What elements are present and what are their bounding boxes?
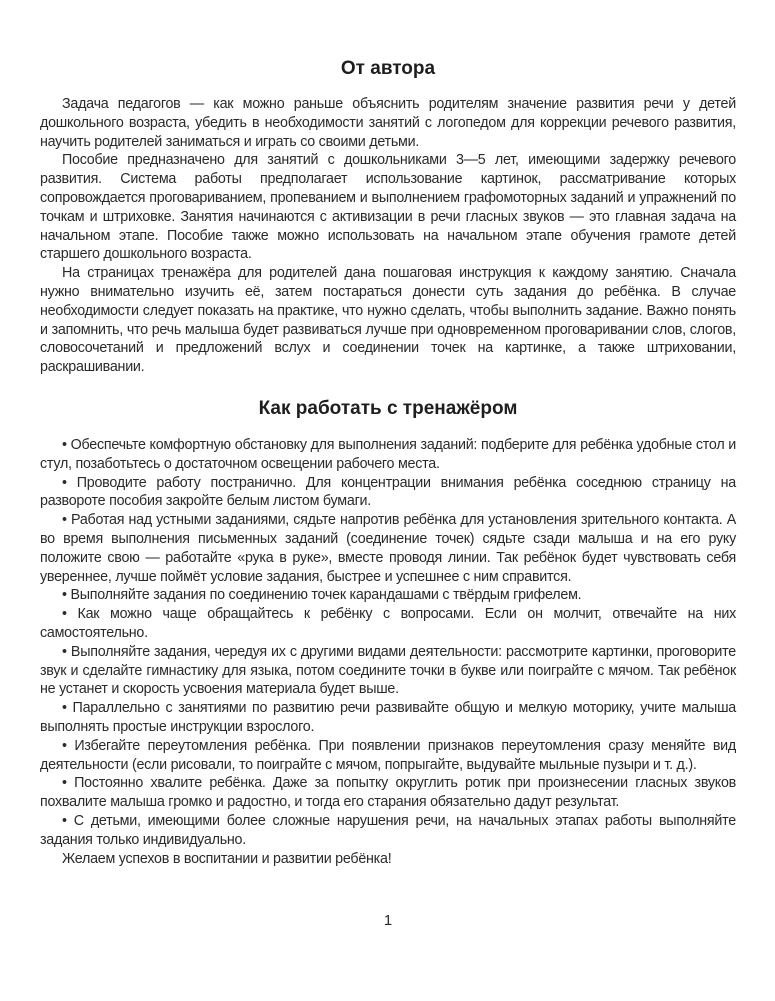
bullet-item: • Проводите работу постранично. Для концентрации внимания ребёнка соседнюю страницу на развороте пособия закройте белым листом бумаги. (40, 474, 736, 510)
closing-wish: Желаем успехов в воспитании и развитии ребёнка! (62, 850, 392, 867)
how-to-work-section (40, 436, 736, 868)
paragraph: На страницах тренажёра для родителей дана пошаговая инструкция к каждому занятию. Сначала нужно внимательно изучить её, затем постараться донести суть задания до ребёнка. В случае необходимости следует показать на практике, что нужно сделать, чтобы выполнить задание. Важно понять и запомнить, что речь малыша будет развиваться лучше при одновременном проговаривании слов, слогов, словосочетаний и предложений вслух и соединении точек на картинке, а также штриховании, раскрашивании. (40, 265, 736, 376)
section-title-from-author: От автора (340, 58, 436, 79)
bullet-item: • Как можно чаще обращайтесь к ребёнку с вопросами. Если он молчит, отвечайте на них самостоятельно. (40, 606, 736, 641)
bullet-item: • С детьми, имеющими более сложные нарушения речи, на начальных этапах работы выполняйте задания только индивидуально. (40, 812, 736, 848)
bullet-item: • Выполняйте задания, чередуя их с другими видами деятельности: рассмотрите картинки, проговорите звук и сделайте гимнастику для языка, потом соедините точки в букве или поиграйте с мячом. Так ребёнок не устанет и скорость усвоения материала будет выше. (40, 643, 736, 698)
page-number: 1 (383, 912, 393, 929)
section-title-how-to-work: Как работать с тренажёром (258, 398, 518, 419)
bullet-item: • Параллельно с занятиями по развитию речи развивайте общую и мелкую моторику, учите малыша выполнять простые инструкции взрослого. (40, 700, 736, 735)
paragraph: Задача педагогов — как можно раньше объяснить родителям значение развития речи у детей дошкольного возраста, убедить в необходимости занятий с логопедом для коррекции речевого развития, научить родителей заниматься и играть со своими детьми. (40, 96, 736, 150)
bullet-item: • Работая над устными заданиями, сядьте напротив ребёнка для установления зрительного контакта. А во время выполнения письменных заданий (соединение точек) сядьте сзади малыша и на его руку положите свою — работайте «рука в руке», вместе проводя линии. Так ребёнок будет чувствовать себя увереннее, лучше поймёт условие задания, быстрее и успешнее с ним справится. (40, 512, 736, 585)
bullet-item: • Выполняйте задания по соединению точек карандашами с твёрдым грифелем. (62, 587, 582, 604)
paragraph: Пособие предназначено для занятий с дошкольниками 3—5 лет, имеющими задержку речевого развития. Система работы предполагает использование картинок, рассматривание которых сопровождается проговариванием, пропеванием и выполнением графомоторных заданий и упражнений по точкам и штриховке. Занятия начинаются с активизации в речи гласных звуков — это главная задача на начальном этапе. Пособие также можно использовать на начальном этапе обучения грамоте детей старшего дошкольного возраста. (40, 152, 736, 263)
bullet-item: • Избегайте переутомления ребёнка. При появлении признаков переутомления сразу меняйте вид деятельности (если рисовали, то поиграйте с мячом, попрыгайте, выдувайте мыльные пузыри и т. д.). (40, 737, 736, 773)
bullet-item: • Постоянно хвалите ребёнка. Даже за попытку округлить ротик при произнесении гласных звуков похвалите малыша громко и радостно, и тогда его старания обязательно дадут результат. (40, 775, 736, 811)
bullet-item: • Обеспечьте комфортную обстановку для выполнения заданий: подберите для ребёнка удобные стол и стул, позаботьтесь о достаточном освещении рабочего места. (40, 437, 736, 472)
from-author-section (40, 95, 736, 377)
